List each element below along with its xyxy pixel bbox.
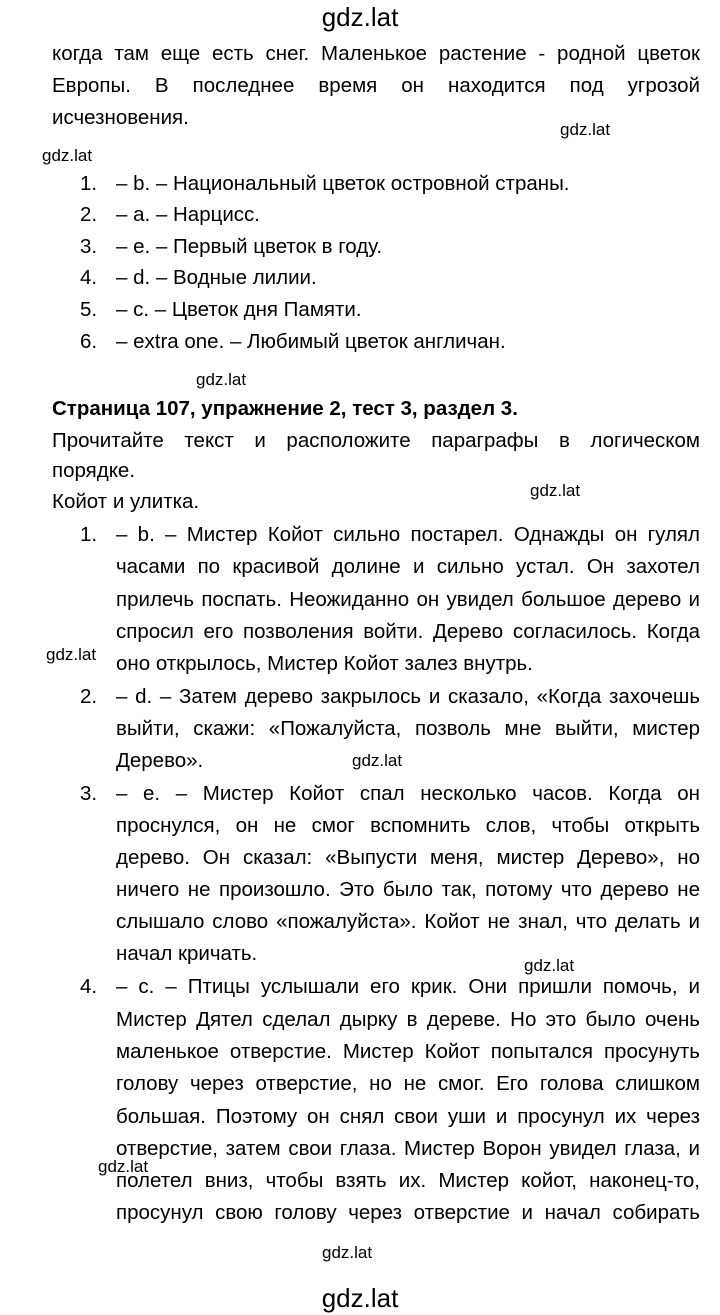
story-title: Койот и улитка. (52, 490, 200, 513)
paragraph-line: полетел вниз, чтобы взять их. Мистер койот, наконец-то, (116, 1169, 700, 1192)
answer-text: – d. – Водные лилии. (116, 266, 317, 289)
watermark: gdz.lat (98, 1157, 149, 1176)
paragraph-number: 1. (80, 523, 98, 546)
paragraph-line: прилечь поспать. Неожиданно он увидел большое дерево и (116, 588, 700, 611)
answer-text: – c. – Цветок дня Памяти. (116, 298, 362, 321)
answer-text: – b. – Национальный цветок островной страны. (116, 172, 570, 195)
answer-text: – a. – Нарцисс. (116, 203, 260, 226)
watermark: gdz.lat (46, 645, 97, 664)
intro-line: Европы. В последнее время он находится под угрозой (52, 74, 700, 97)
paragraph-line: начал кричать. (116, 942, 258, 965)
answer-number: 2. (80, 203, 98, 226)
watermark: gdz.lat (322, 1243, 373, 1262)
paragraph-line: дерево. Он сказал: «Выпусти меня, мистер Дерево», но (116, 846, 700, 869)
paragraph-line: большая. Поэтому он снял свои уши и просунул их через (116, 1105, 700, 1128)
watermark: gdz.lat (560, 120, 611, 139)
watermark: gdz.lat (42, 146, 93, 165)
paragraph-line: отверстие, затем свои глаза. Мистер Ворон увидел глаза, и (116, 1137, 700, 1160)
paragraph-line: часами по красивой долине и сильно устал. Он захотел (116, 555, 700, 578)
section-heading: Страница 107, упражнение 2, тест 3, раздел 3. (52, 397, 518, 420)
paragraph-line: голову через отверстие, но не смог. Его голова слишком (116, 1072, 700, 1095)
answer-number: 5. (80, 298, 98, 321)
answer-text: – e. – Первый цветок в году. (116, 235, 383, 258)
paragraph-line: маленькое отверстие. Мистер Койот попытался просунуть (116, 1040, 700, 1063)
footer-site-title: gdz.lat (321, 1283, 399, 1313)
intro-line: исчезновения. (52, 106, 189, 129)
paragraph-line: Мистер Дятел сделал дырку в дереве. Но это было очень (116, 1008, 700, 1031)
paragraph-line: – e. – Мистер Койот спал несколько часов. Когда он (116, 782, 700, 805)
paragraph-line: – c. – Птицы услышали его крик. Они пришли помочь, и (116, 975, 700, 998)
paragraph-line: слышало слово «пожалуйста». Койот не знал, что делать и (116, 910, 700, 933)
paragraph-number: 2. (80, 685, 98, 708)
answer-number: 4. (80, 266, 98, 289)
paragraph-line: оно открылось, Мистер Койот залез внутрь. (116, 652, 533, 675)
paragraph-line: спросил его позволения войти. Дерево согласилось. Когда (116, 620, 700, 643)
paragraph-line: выйти, скажи: «Пожалуйста, позволь мне выйти, мистер (116, 717, 700, 740)
answer-number: 3. (80, 235, 98, 258)
watermark: gdz.lat (352, 751, 403, 770)
answer-number: 6. (80, 330, 98, 353)
header-site-title: gdz.lat (321, 2, 399, 32)
watermark: gdz.lat (524, 956, 575, 975)
instruction-line: Прочитайте текст и расположите параграфы в логическом (52, 429, 700, 452)
paragraph-line: ничего не произошло. Это было так, потому что дерево не (116, 878, 700, 901)
paragraph-line: просунул свою голову через отверстие и начал собирать (116, 1201, 700, 1224)
answer-text: – extra one. – Любимый цветок англичан. (116, 330, 506, 353)
watermark: gdz.lat (530, 481, 581, 500)
paragraph-line: – b. – Мистер Койот сильно постарел. Однажды он гулял (116, 523, 700, 546)
answer-number: 1. (80, 172, 98, 195)
intro-line: когда там еще есть снег. Маленькое растение - родной цветок (52, 42, 700, 65)
paragraph-line: проснулся, он не смог вспомнить слов, чтобы открыть (116, 814, 700, 837)
paragraph-number: 4. (80, 975, 98, 998)
paragraph-line: Дерево». (116, 749, 204, 772)
paragraph-line: – d. – Затем дерево закрылось и сказало, «Когда захочешь (116, 685, 700, 708)
instruction-line: порядке. (52, 459, 136, 482)
watermark: gdz.lat (196, 370, 247, 389)
paragraph-number: 3. (80, 782, 98, 805)
